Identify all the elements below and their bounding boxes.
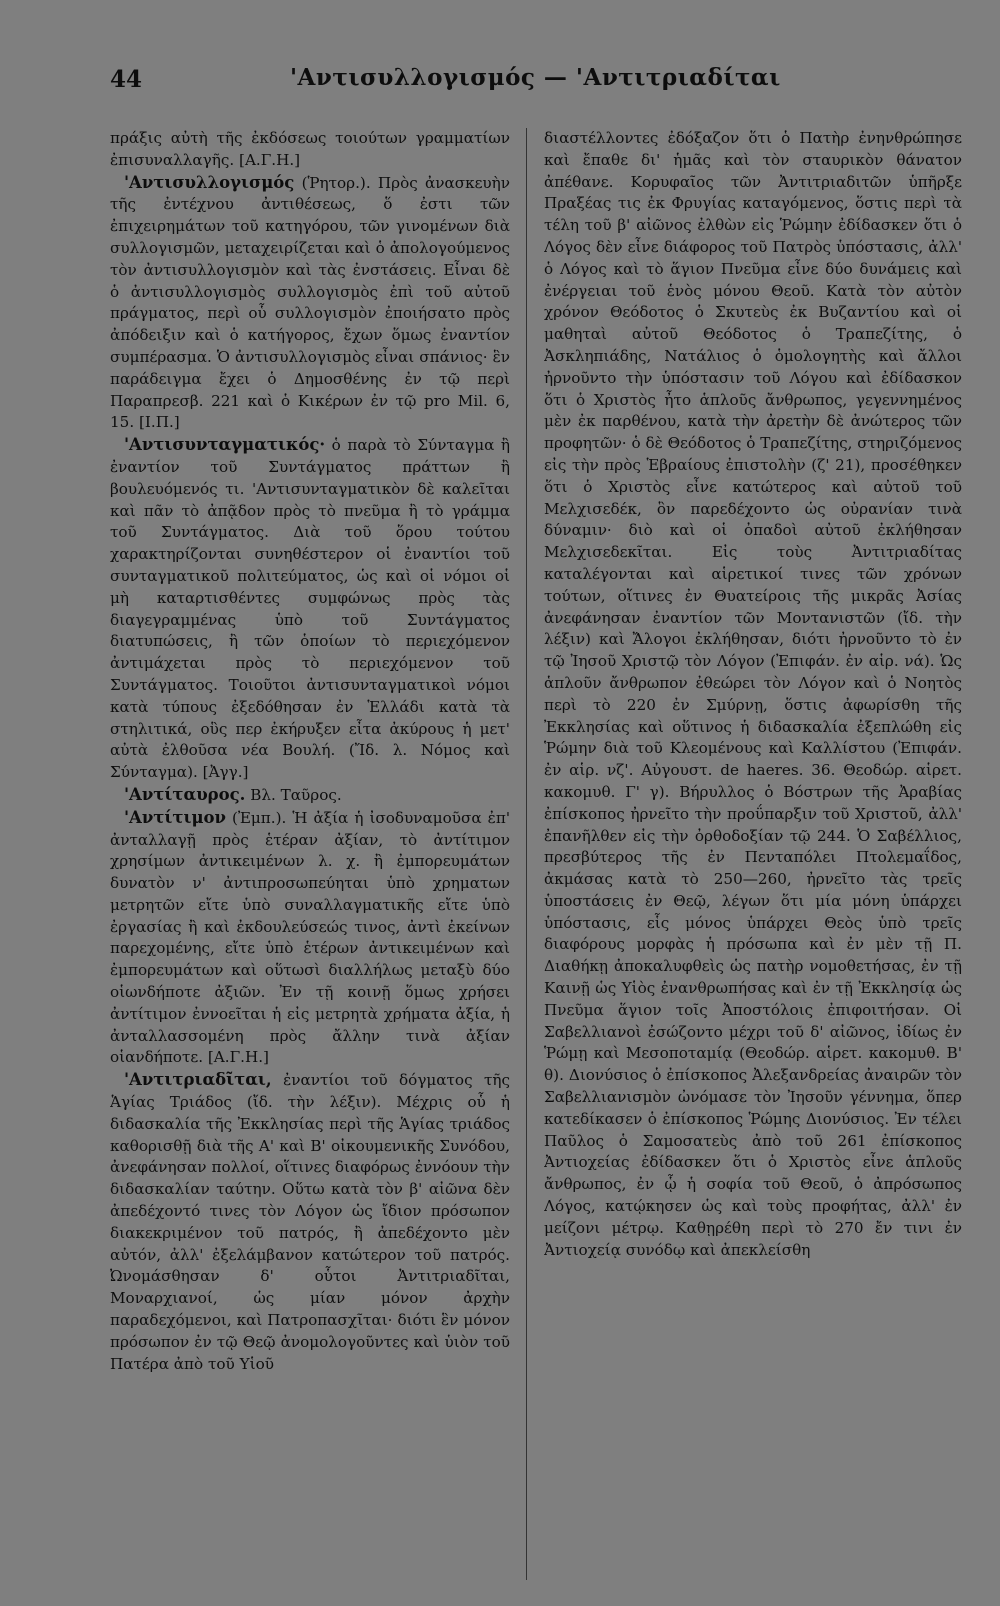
page-header <box>110 58 960 98</box>
entry-headword: 'Αντιτριαδῖται, <box>124 1070 272 1090</box>
entry-headword: 'Αντισυνταγματικός· <box>124 435 326 455</box>
entry-headword: 'Αντίτιμον <box>124 807 227 827</box>
entry-antisyntagmatikos <box>110 434 510 784</box>
entry-antitavros <box>110 784 510 807</box>
entry-body: ὁ παρὰ τὸ Σύνταγμα ἢ ἐναντίον τοῦ Συντάγματος πράττων ἢ βουλευόμενός τι. 'Αντισυνταγματικὸν δὲ καλεῖται καὶ πᾶν τὸ ἀπᾷδον πρὸς τὸ πνεῦμα ἢ τὸ γράμμα τοῦ Συντάγματος. Διὰ τοῦ ὅρου τούτου χαρακτηρίζονται συνηθέστερον οἱ ἐναντίοι τοῦ συνταγματικοῦ πολιτεύματος, ὡς καὶ οἱ νόμοι οἱ μὴ καταρτισθέντες συμφώνως πρὸς τὰς διαγεγραμμένας ὑπὸ τοῦ Συντάγματος διατυπώσεις, ἢ τῶν ὁποίων τὸ περιεχόμενον ἀντιμάχεται πρὸς τὸ περιεχόμενον τοῦ Συντάγματος. Τοιοῦτοι ἀντισυνταγματικοὶ νόμοι κατὰ τύπους ἐξεδόθησαν ἐν Ἑλλάδι κατὰ τὰ στηλιτικά, οὓς περ ἐκήρυξεν εἶτα ἀκύρους ἡ μετ' αὐτὰ ἐλθοῦσα νέα Βουλή. (Ἴδ. λ. Νόμος καὶ Σύνταγμα). [Ἀγγ.] <box>110 436 510 782</box>
column-divider <box>526 128 527 1580</box>
paragraph: πράξις αὐτὴ τῆς ἐκδόσεως τοιούτων γραμματίων ἐπισυναλλαγῆς. [Α.Γ.Η.] <box>110 129 510 169</box>
entry-antitimon <box>110 807 510 1070</box>
entry-body: (Ἐμπ.). Ἡ ἀξία ἡ ἰσοδυναμοῦσα ἐπ' ἀνταλλαγῇ πρὸς ἑτέραν ἀξίαν, τὸ ἀντίτιμον χρησίμων ἀντικειμένων λ. χ. ἢ ἐμπορευμάτων δυνατὸν ν' ἀντιπροσωπεύηται ὑπὸ χρηματων μετρητῶν εἴτε ὑπὸ συναλλαγματικῆς εἴτε ὑπὸ ἐργασίας ἢ καὶ ἐκδουλεύσεώς τινος, ἀντὶ ἐκείνων παρεχομένης, εἴτε ὑπὸ ἑτέρων ἀντικειμένων καὶ ἐμπορευμάτων καὶ οὕτωσὶ διαλλήλως μεταξὺ δύο οἱωνδήποτε ἀξιῶν. Ἐν τῇ κοινῇ ὅμως χρήσει ἀντίτιμον ἐννοεῖται ἡ εἰς μετρητὰ χρήματα ἀξία, ἡ ἀνταλλασσομένη πρὸς ἄλλην τινὰ ἀξίαν οἱανδήποτε. [Α.Γ.Η.] <box>110 808 510 1067</box>
paragraph: διαστέλλοντες ἐδόξαζον ὅτι ὁ Πατὴρ ἐνηνθρώπησε καὶ ἔπαθε δι' ἡμᾶς καὶ τὸν σταυρικὸν θάνατον ἀπέθανε. Κορυφαῖος τῶν Ἀντιτριαδιτῶν ὑπῆρξε Πραξέας τις ἐκ Φρυγίας καταγόμενος, ὅστις περὶ τὰ τέλη τοῦ β' αἰῶνος ἐλθὼν εἰς Ῥώμην ἐδίδασκεν ὅτι ὁ Λόγος δὲν εἶνε διάφορος τοῦ Πατρὸς ὑπόστασις, ἀλλ' ὁ Λόγος καὶ τὸ ἅγιον Πνεῦμα εἶνε δύο δυνάμεις καὶ ἐνέργειαι τοῦ ἑνὸς μόνου Θεοῦ. Κατὰ τὸν αὐτὸν χρόνον Θεόδοτος ὁ Σκυτεὺς ἐκ Βυζαντίου καὶ οἱ μαθηταὶ αὐτοῦ Θεόδοτος ὁ Τραπεζίτης, ὁ Ἀσκληπιάδης, Νατάλιος ὁ ὁμολογητὴς καὶ ἄλλοι ἠρνοῦντο τὴν ὑπόστασιν τοῦ Λόγου καὶ ἐδίδασκον ὅτι ὁ Χριστὸς ἦτο ἁπλοῦς ἄνθρωπος, γεγεννημένος μὲν ἐκ παρθένου, κατὰ τὴν ἀρετὴν δὲ ἀνώτερος τῶν προφητῶν· ὁ δὲ Θεόδοτος ὁ Τραπεζίτης, στηριζόμενος εἰς τὴν πρὸς Ἑβραίους ἐπιστολὴν (ζ' 21), προσέθηκεν ὅτι ὁ Χριστὸς εἶνε κατώτερος καὶ αὐτοῦ τοῦ Μελχισεδέκ, ὃν παρεδέχοντο ὡς οὐρανίαν τινὰ δύναμιν· διὸ καὶ οἱ ὀπαδοὶ αὐτοῦ ἐκλήθησαν Μελχισεδεκῖται. Εἰς τοὺς Ἀντιτριαδίτας καταλέγονται καὶ αἱρετικοί τινες τῶν χρόνων τούτων, οἵτινες ἐν Θυατείροις τῆς μικρᾶς Ἀσίας ἀνεφάνησαν ἐναντίον τῶν Μοντανιστῶν (ἴδ. τὴν λέξιν) καὶ Ἄλογοι ἐκλήθησαν, διότι ἠρνοῦντο τὸ ἐν τῷ Ἰησοῦ Χριστῷ τὸν Λόγον (Ἐπιφάν. ἐν αἱρ. νά). Ὡς ἁπλοῦν ἄνθρωπον ἐθεώρει τὸν Λόγον καὶ ὁ Νοητὸς περὶ τὸ 220 ἐν Σμύρνῃ, ὅστις ἀφωρίσθη τῆς Ἐκκλησίας καὶ οὕτινος ἡ διδασκαλία ἐξεπλώθη εἰς Ῥώμην διὰ τοῦ Κλεομένους καὶ Καλλίστου (Ἐπιφάν. ἐν αἱρ. νζ'. Αὐγουστ. de haeres. 36. Θεοδώρ. αἱρετ. κακομυθ. Γ' γ). Βήρυλλος ὁ Βόστρων τῆς Ἀραβίας ἐπίσκοπος ἠρνεῖτο τὴν προΰπαρξιν τοῦ Χριστοῦ, ἀλλ' ἐπανῆλθεν εἰς τὴν ὀρθοδοξίαν τῷ 244. Ὁ Σαβέλλιος, πρεσβύτερος τῆς ἐν Πενταπόλει Πτολεμαΐδος, ἀκμάσας κατὰ τὸ 250—260, ἠρνεῖτο τὰς τρεῖς ὑποστάσεις ἐν Θεῷ, λέγων ὅτι μία μόνη ὑπάρχει ὑπόστασις, εἷς μόνος ὑπάρχει Θεὸς ὑπὸ τρεῖς διαφόρους μορφὰς ἡ πρόσωπα καὶ ἐν μὲν τῇ Π. Διαθήκῃ ἀποκαλυφθεὶς ὡς πατὴρ νομοθετήσας, ἐν τῇ Καινῇ ὡς Υἱὸς ἐνανθρωπήσας καὶ ἐν τῇ Ἐκκλησίᾳ ὡς Πνεῦμα ἅγιον τοῖς Ἀποστόλοις ἐπιφοιτήσαν. Οἱ Σαβελλιανοὶ ἐσώζοντο μέχρι τοῦ δ' αἰῶνος, ἰδίως ἐν Ῥώμῃ καὶ Μεσοποταμίᾳ (Θεοδώρ. αἱρετ. κακομυθ. Β' θ). Διονύσιος ὁ ἐπίσκοπος Ἀλεξανδρείας ἀναιρῶν τὸν Σαβελλιανισμὸν ὠνόμασε τὸν Ἰησοῦν γέννημα, ὅπερ κατεδίκασεν ὁ ἐπίσκοπος Ῥώμης Διονύσιος. Ἐν τέλει Παῦλος ὁ Σαμοσατεὺς ἀπὸ τοῦ 261 ἐπίσκοπος Ἀντιοχείας ἐδίδασκεν ὅτι ὁ Χριστὸς εἶνε ἁπλοῦς ἄνθρωπος, ἐν ᾧ ἡ σοφία τοῦ Θεοῦ, ὁ ἀπρόσωπος Λόγος, κατῴκησεν ὡς καὶ τοὺς προφήτας, ἀλλ' ἐν μείζονι μέτρῳ. Καθῃρέθη περὶ τὸ 270 ἔν τινι ἐν Ἀντιοχείᾳ συνόδῳ καὶ ἀπεκλείσθη <box>544 129 962 1259</box>
page-number: 44 <box>110 66 143 93</box>
entry-body: Βλ. Ταῦρος. <box>245 785 342 804</box>
entry-antitriaditai <box>110 1069 510 1375</box>
entry-body: ἐναντίοι τοῦ δόγματος τῆς Ἁγίας Τριάδος (ἴδ. τὴν λέξιν). Μέχρις οὗ ἡ διδασκαλία τῆς Ἐκκλησίας περὶ τῆς Ἁγίας τριάδος καθορισθῇ διὰ τῆς Α' καὶ Β' οἰκουμενικῆς Συνόδου, ἀνεφάνησαν πολλοί, οἵτινες διαφόρως ἐννόουν τὴν διδασκαλίαν ταύτην. Οὕτω κατὰ τὸν β' αἰῶνα δὲν ἀπεδέχοντό τινες τὸν Λόγον ὡς ἴδιον πρόσωπον διακεκριμένον τοῦ πατρός, ἢ ἀπεδέχοντο μὲν αὐτόν, ἀλλ' ἐξελάμβανον κατώτερον τοῦ πατρός. Ὠνομάσθησαν δ' οὗτοι Ἀντιτριαδῖται, Μοναρχιανοί, ὡς μίαν μόνον ἀρχὴν παραδεχόμενοι, καὶ Πατροπασχῖται· διότι ἓν μόνον πρόσωπον ἐν τῷ Θεῷ ἀνομολογοῦντες καὶ ὑιὸν τοῦ Πατέρα ἀπὸ τοῦ Υἱοῦ <box>110 1071 510 1373</box>
entry-body: (Ῥητορ.). Πρὸς ἀνασκευὴν τῆς ἐντέχνου ἀντιθέσεως, ὅ ἐστι τῶν ἐπιχειρημάτων τοῦ κατηγόρου, τῶν γινομένων διὰ συλλογισμῶν, μεταχειρίζεται καὶ ὁ ἀπολογούμενος τὸν ἀντισυλλογισμὸν καὶ τὰς ἐνστάσεις. Εἶναι δὲ ὁ ἀντισυλλογισμὸς συλλογισμὸς ἐπὶ τοῦ αὐτοῦ πράγματος, περὶ οὗ συλλογισμὸν ἐποιήσατο πρὸς ἀπόδειξιν καὶ ὁ κατήγορος, ἔχων ὅμως ἐναντίον συμπέρασμα. Ὁ ἀντισυλλογισμὸς εἶναι σπάνιος· ἓν παράδειγμα ἔχει ὁ Δημοσθένης ἐν τῷ περὶ Παραπρεσβ. 221 καὶ ὁ Κικέρων ἐν τῷ pro Mil. 6, 15. [Ι.Π.] <box>110 173 510 432</box>
right-column <box>544 128 962 1580</box>
left-column <box>110 128 510 1580</box>
entry-headword: 'Αντισυλλογισμός <box>124 172 295 192</box>
entry-headword: 'Αντίταυρος. <box>124 784 246 804</box>
running-head: 'Αντισυλλογισμός — 'Αντιτριαδίται <box>290 64 781 91</box>
entry-antisyllogismos <box>110 172 510 435</box>
